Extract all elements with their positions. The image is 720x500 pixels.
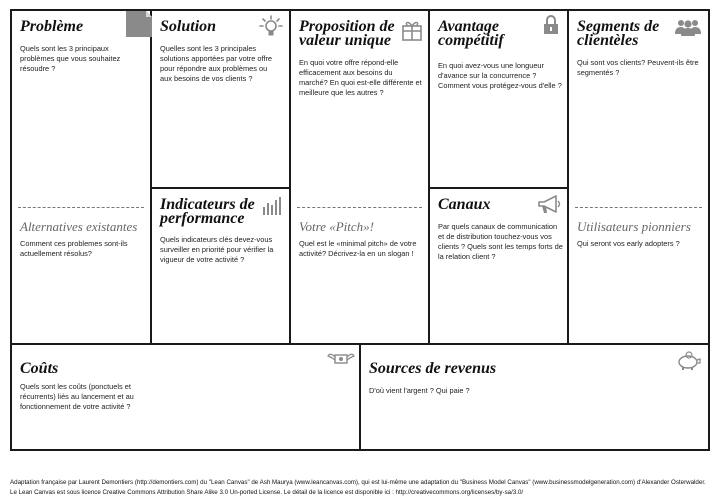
- money-wings-icon: [327, 351, 355, 372]
- probleme-description: Quels sont les 3 principaux problèmes que vous souhaitez résoudre ?: [20, 44, 121, 73]
- lock-icon: [543, 15, 559, 40]
- footer-line-1: Adaptation française par Laurent Demontiers (http://demontiers.com) du "Lean Canvas" de Ash Maurya (www.leancanvas.com), qui est lui-même une adaptation du "Business Model Canvas" (www.businessmodelgeneration.com) d'Alexander Osterwalder.: [10, 479, 706, 486]
- revenus-title: Sources de revenus: [369, 360, 497, 377]
- couts-title: Coûts: [20, 360, 59, 377]
- megaphone-icon: [537, 194, 563, 221]
- proposition-title: Proposition de valeur unique: [299, 18, 395, 49]
- block-canaux: [430, 189, 569, 345]
- divider: [18, 207, 144, 208]
- probleme-title: Problème: [20, 18, 84, 35]
- segments-description: Qui sont vos clients? Peuvent-ils être segmentés ?: [577, 58, 699, 77]
- indicateurs-title: Indicateurs de performance: [160, 196, 255, 227]
- pitch-description: Quel est le «minimal pitch» de votre activité? Décrivez-la en un slogan !: [299, 239, 417, 258]
- block-segments: [569, 11, 708, 345]
- solution-title: Solution: [160, 18, 217, 35]
- block-indicateurs: [152, 189, 291, 345]
- avantage-title: Avantage compétitif: [438, 18, 504, 49]
- block-couts: [12, 345, 361, 449]
- solution-description: Quelles sont les 3 principales solutions apportées par votre offre pour répondre aux problèmes ou aux besoins de vos clients ?: [160, 44, 273, 83]
- couts-description: Quels sont les coûts (ponctuels et récurrents) liés au lancement et au fonctionnement de votre activité ?: [20, 382, 134, 411]
- revenus-description: D'où vient l'argent ? Qui paie ?: [369, 386, 470, 395]
- divider: [297, 207, 422, 208]
- alternatives-title: Alternatives existantes: [20, 219, 138, 234]
- alternatives-description: Comment ces problemes sont-ils actuellement résolus?: [20, 239, 128, 258]
- segments-title: Segments de clientèles: [577, 18, 660, 49]
- document-icon: [124, 11, 152, 42]
- block-avantage: [430, 11, 569, 189]
- indicateurs-description: Quels indicateurs clés devez-vous surveiller en priorité pour vérifier la vigueur de votre activité ?: [160, 235, 274, 264]
- avantage-description: En quoi avez-vous une longueur d'avance sur la concurrence ? Comment vous protégez-vous d'elle ?: [438, 61, 562, 90]
- block-solution: [152, 11, 291, 189]
- gift-icon: [402, 19, 422, 46]
- pitch-title: Votre «Pitch»!: [299, 219, 374, 234]
- divider: [575, 207, 702, 208]
- piggy-bank-icon: [676, 351, 702, 376]
- block-proposition: [291, 11, 430, 345]
- footer-line-2: Le Lean Canvas est sous licence Creative Commons Attribution Share Alike 3.0 Un-ported License. Le détail de la licence est disponible ici : http://creativecommons.org/licenses/by-sa/3.0/: [10, 489, 524, 496]
- early-adopters-title: Utilisateurs pionniers: [577, 219, 691, 234]
- early-adopters-description: Qui seront vos early adopters ?: [577, 239, 680, 248]
- proposition-description: En quoi votre offre répond-elle efficacement aux besoins du marché? En quoi est-elle différente et meilleure que les autres ?: [299, 58, 422, 97]
- canaux-description: Par quels canaux de communication et de distribution touchez-vous vos clients ? Quels sont les temps forts de la relation client ?: [438, 222, 563, 261]
- canaux-title: Canaux: [438, 196, 491, 213]
- block-probleme: [12, 11, 152, 345]
- people-icon: [674, 17, 702, 42]
- lean-canvas: [10, 9, 710, 451]
- bar-chart-icon: [261, 196, 283, 221]
- lightbulb-icon: [259, 15, 283, 42]
- block-revenus: [361, 345, 708, 449]
- footer-credits: [10, 478, 706, 498]
